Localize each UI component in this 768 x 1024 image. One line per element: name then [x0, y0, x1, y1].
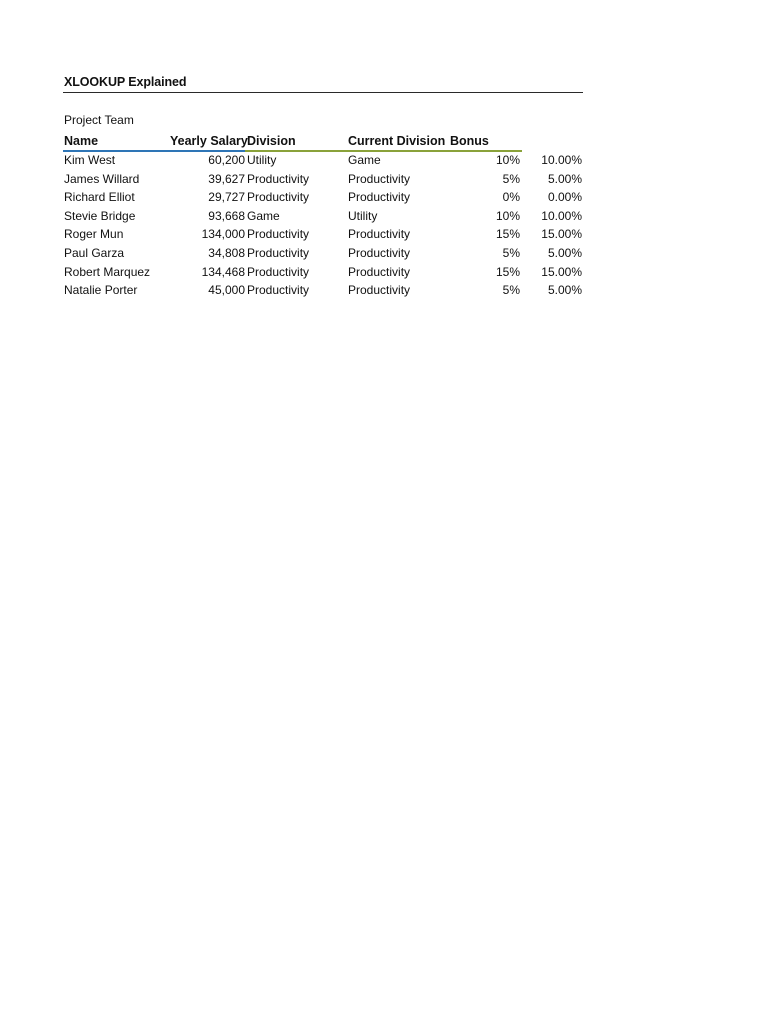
- cell-current-division[interactable]: Utility: [348, 208, 378, 223]
- cell-name[interactable]: Richard Elliot: [64, 190, 135, 205]
- cell-division[interactable]: Game: [247, 208, 280, 223]
- header-current-division[interactable]: Current Division: [348, 134, 446, 148]
- cell-bonus[interactable]: 15%: [495, 264, 520, 279]
- cell-bonus[interactable]: 15%: [495, 227, 520, 242]
- cell-bonus[interactable]: 0%: [502, 190, 520, 205]
- cell-yearly-salary[interactable]: 34,808: [208, 245, 245, 260]
- cell-yearly-salary[interactable]: 29,727: [208, 190, 245, 205]
- cell-bonus-percent[interactable]: 15.00%: [541, 264, 582, 279]
- project-team-table: [0, 132, 768, 300]
- cell-current-division[interactable]: Productivity: [348, 283, 411, 298]
- cell-bonus[interactable]: 5%: [502, 245, 520, 260]
- table-row: [0, 151, 768, 170]
- table-row: [0, 263, 768, 282]
- cell-yearly-salary[interactable]: 45,000: [208, 283, 245, 298]
- cell-bonus-percent[interactable]: 5.00%: [547, 245, 582, 260]
- cell-current-division[interactable]: Productivity: [348, 171, 411, 186]
- cell-bonus[interactable]: 10%: [495, 208, 520, 223]
- page-title: XLOOKUP Explained: [64, 75, 187, 89]
- cell-yearly-salary[interactable]: 39,627: [208, 171, 245, 186]
- cell-bonus-percent[interactable]: 0.00%: [547, 190, 582, 205]
- cell-current-division[interactable]: Productivity: [348, 245, 411, 260]
- table-row: [0, 225, 768, 244]
- table-header-row: [0, 132, 768, 151]
- cell-name[interactable]: Natalie Porter: [64, 283, 138, 298]
- cell-yearly-salary[interactable]: 134,000: [201, 227, 245, 242]
- cell-division[interactable]: Productivity: [247, 264, 310, 279]
- table-body: [0, 151, 768, 300]
- cell-division[interactable]: Productivity: [247, 283, 310, 298]
- cell-name[interactable]: Stevie Bridge: [64, 208, 136, 223]
- cell-bonus-percent[interactable]: 5.00%: [547, 171, 582, 186]
- title-underline: [63, 92, 583, 93]
- header-division[interactable]: Division: [247, 134, 296, 148]
- cell-yearly-salary[interactable]: 60,200: [208, 153, 245, 167]
- table-row: [0, 207, 768, 226]
- cell-current-division[interactable]: Productivity: [348, 190, 411, 205]
- cell-yearly-salary[interactable]: 93,668: [208, 208, 245, 223]
- cell-current-division[interactable]: Game: [348, 153, 381, 167]
- cell-name[interactable]: Paul Garza: [64, 245, 125, 260]
- header-yearly-salary[interactable]: Yearly Salary: [170, 134, 248, 148]
- cell-bonus[interactable]: 5%: [502, 171, 520, 186]
- table-row: [0, 170, 768, 189]
- cell-division[interactable]: Productivity: [247, 227, 310, 242]
- table-row: [0, 188, 768, 207]
- cell-bonus[interactable]: 10%: [495, 153, 520, 167]
- header-name[interactable]: Name: [64, 134, 99, 148]
- cell-bonus-percent[interactable]: 15.00%: [541, 227, 582, 242]
- table-row: [0, 244, 768, 263]
- cell-division[interactable]: Productivity: [247, 171, 310, 186]
- cell-bonus[interactable]: 5%: [502, 283, 520, 298]
- cell-bonus-percent[interactable]: 10.00%: [541, 153, 582, 167]
- cell-current-division[interactable]: Productivity: [348, 264, 411, 279]
- cell-division[interactable]: Productivity: [247, 245, 310, 260]
- cell-bonus-percent[interactable]: 5.00%: [547, 283, 582, 298]
- cell-division[interactable]: Utility: [247, 153, 277, 167]
- table-row: [0, 281, 768, 300]
- cell-division[interactable]: Productivity: [247, 190, 310, 205]
- cell-yearly-salary[interactable]: 134,468: [201, 264, 245, 279]
- cell-name[interactable]: Kim West: [64, 153, 116, 167]
- cell-bonus-percent[interactable]: 10.00%: [541, 208, 582, 223]
- header-bonus[interactable]: Bonus: [450, 134, 489, 148]
- cell-name[interactable]: Robert Marquez: [64, 264, 151, 279]
- table-caption: Project Team: [64, 113, 134, 127]
- cell-current-division[interactable]: Productivity: [348, 227, 411, 242]
- cell-name[interactable]: James Willard: [64, 171, 140, 186]
- cell-name[interactable]: Roger Mun: [64, 227, 124, 242]
